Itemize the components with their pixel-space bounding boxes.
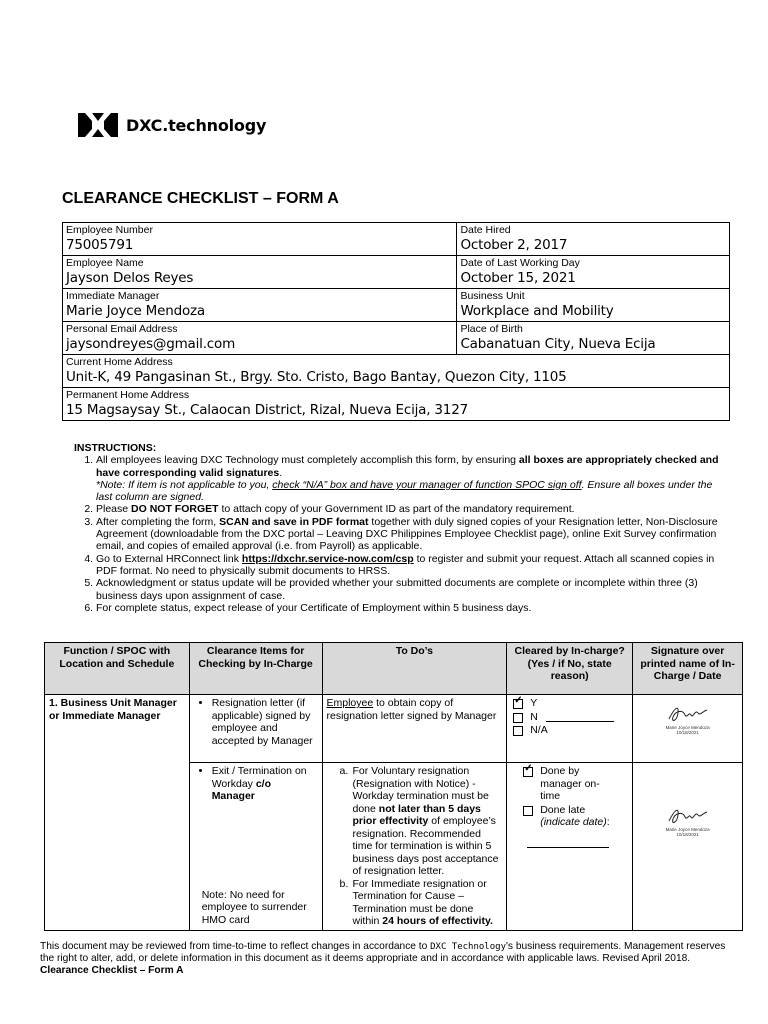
row1-todo-text: to obtain copy of resignation letter signed by Manager [326,697,497,722]
header-cleared: Cleared by In-charge? (Yes / if No, state reason) [507,643,633,695]
row2-todo-a-text: For Voluntary resignation (Resignation with Notice) - Workday termination must be done [352,765,489,815]
header-function: Function / SPOC with Location and Schedule [45,643,190,695]
business-unit-field[interactable] [457,289,730,322]
email-field[interactable] [63,322,457,355]
dxc-logo-icon [78,110,118,140]
instruction-1 [96,454,724,503]
row1-todo-subject: Employee [326,697,374,709]
current-address-label: Current Home Address [66,356,173,368]
row2-checkbox-on-time[interactable] [523,767,533,777]
instruction-1-text: All employees leaving DXC Technology must completely accomplish this form, by ensuring [96,454,519,467]
table-row [45,695,743,763]
header-items: Clearance Items for Checking by In-Charge [189,643,322,695]
hrconnect-link[interactable]: https://dxchr.service-now.com/csp [241,552,414,565]
instruction-3-end: together with duly signed copies of your Resignation letter, Non-Disclosure Agreement (downloadable from the DXC portal – Leaving DXC Philippines Employee Checklist page), online Exit Survey confirmation email, and copies of emailed approval (i.e. from Payroll) as applicable. [96,515,718,553]
row2-option-late-text [540,804,609,829]
row2-cleared-cell [507,763,633,931]
instruction-4-middle: to register and submit your request. Attach all scanned copies in PDF format [96,552,715,577]
instruction-4-text: Go to External HRConnect link [96,552,242,565]
footer-text-end: 's business requirements. Management reserves the right to alter, add, or delete information in this document as it deems appropriate and in accordance with applicable laws. Revised April 2018. [40,941,726,965]
row1-option-n-label: N [530,710,538,723]
employee-info-table [62,222,730,421]
instruction-2-end: to attach copy of your Government ID as part of the mandatory requirement. [218,503,575,516]
date-hired-field[interactable] [457,223,730,256]
instruction-1-end: . [279,466,283,479]
row2-checkbox-late[interactable] [523,806,533,816]
current-address-field[interactable] [63,355,730,388]
form-title: CLEARANCE CHECKLIST – FORM A [62,190,339,207]
last-working-day-label: Date of Last Working Day [460,257,580,269]
clearance-header-row [45,643,743,695]
header-signature: Signature over printed name of In-Charge / Date [633,643,743,695]
instruction-1-note-end: . Ensure all boxes under the last column are signed. [96,478,713,504]
row1-option-na-label: N/A [530,724,548,736]
row2-item-note: Note: No need for employee to surrender HMO card [201,888,307,926]
row1-sign-date: 10/18/2021 [676,730,699,735]
row2-option-late-label: Done late [540,803,586,816]
row2-date-line[interactable] [527,847,609,848]
instruction-4 [96,553,724,578]
row2-option-late[interactable] [511,804,628,829]
business-unit-value: Workplace and Mobility [460,303,614,319]
current-address-value: Unit-K, 49 Pangasinan St., Brgy. Sto. Cristo, Bago Bantay, Quezon City, 1105 [66,369,567,385]
email-label: Personal Email Address [66,323,178,335]
employee-number-value: 75005791 [66,237,134,253]
row2-signer-name: Marie Joyce Mendoza [665,827,710,832]
instruction-3-emphasis: SCAN and save in PDF format [219,515,369,528]
last-working-day-field[interactable] [457,256,730,289]
row2-signature [637,805,738,837]
row1-option-y-label: Y [530,697,538,709]
row1-reason-line[interactable] [546,711,614,722]
row2-todo-b-mark: b. [339,877,349,890]
date-hired-label: Date Hired [460,224,511,236]
row2-item [212,765,318,803]
row2-item-list [194,765,318,803]
row1-signer-name: Marie Joyce Mendoza [665,725,710,730]
row2-todo-b-emphasis: 24 hours of effectivity. [382,915,493,927]
row2-item-co: c/o [255,777,272,790]
clearance-table [44,642,743,931]
dxc-logo [78,110,266,140]
row2-item-text: Exit / Termination on Workday [211,765,307,790]
manager-field[interactable] [63,289,457,322]
email-value: jaysondreyes@gmail.com [66,336,236,352]
row1-option-na[interactable] [511,724,628,737]
employee-name-value: Jayson Delos Reyes [66,270,194,286]
row1-item: • Resignation letter (if applicable) signed by employee and accepted by Manager [212,697,318,747]
permanent-address-field[interactable] [63,388,730,421]
instructions [74,442,724,614]
manager-value: Marie Joyce Mendoza [66,303,205,319]
brand-name: DXC.technology [126,115,267,135]
row2-todo-a [339,765,503,878]
birthplace-value: Cabanatuan City, Nueva Ecija [460,336,656,352]
birthplace-field[interactable] [457,322,730,355]
instruction-2-text: Please [96,503,132,516]
row1-signature-cell [633,695,743,763]
row2-todo-cell [322,763,507,931]
row1-function: 1. Business Unit Manager or Immediate Manager [45,695,190,931]
instruction-2-emphasis: DO NOT FORGET [131,503,219,516]
permanent-address-label: Permanent Home Address [66,389,190,401]
row2-todo-b [339,877,503,928]
instruction-3 [96,516,724,553]
last-working-day-value: October 15, 2021 [460,270,576,286]
row2-item-manager: Manager [211,790,255,802]
instruction-2 [96,503,724,515]
employee-number-label: Employee Number [66,224,153,236]
row1-cleared-cell [507,695,633,763]
row2-indicate-colon: : [606,816,610,828]
row2-todo-a-emphasis: not later than 5 days prior effectivity [352,802,481,827]
instruction-3-text: After completing the form, [96,515,220,528]
row1-todo-cell [322,695,507,763]
instruction-5: 5. Acknowledgment or status update will be provided whether your submitted documents are complete or incomplete within three (3) business days upon assignment of case. [96,577,724,602]
handwritten-signature-icon [665,805,711,827]
row1-checkbox-na[interactable] [513,726,523,736]
employee-name-label: Employee Name [66,257,144,269]
instructions-title: INSTRUCTIONS: [74,442,157,454]
row2-todo-a-end: of employee’s resignation. Recommended time for termination is within 5 business days post acceptance of resignation letter. [352,815,499,877]
row2-todo-list [327,765,503,928]
employee-name-field[interactable] [63,256,457,289]
row2-option-on-time-label: Done by manager on-time [540,765,600,802]
row2-todo-b-text: For Immediate resignation or Termination for Cause – Termination must be done within [352,877,487,927]
footer-text: This document may be reviewed from time-to-time to reflect changes in accordance to [40,941,431,952]
row1-signature [637,703,738,735]
row1-item-cell [189,695,322,763]
row2-indicate-date: (indicate date) [540,816,607,828]
instructions-list [74,454,724,614]
row2-item-cell [189,763,322,931]
instruction-1-note-underline: check “N/A” box and have your manager of function SPOC sign off [272,478,582,491]
handwritten-signature-icon [665,703,711,725]
date-hired-value: October 2, 2017 [460,237,568,253]
page-footer [40,941,730,978]
instruction-1-note: *Note: If item is not applicable to you, [96,478,273,491]
row1-item-list [194,697,318,747]
instruction-6: 6. For complete status, expect release of your Certificate of Employment within 5 business days. [96,602,724,614]
row2-sign-date: 10/18/2021 [676,832,699,837]
row2-signature-cell [633,763,743,931]
footer-form-name: Clearance Checklist – Form A [40,965,184,977]
employee-number-field[interactable] [63,223,457,256]
header-todos: To Do’s [322,643,507,695]
instruction-4-end: . No need to physically submit documents to HRSS. [149,564,391,577]
row1-option-y[interactable] [511,697,628,710]
row2-option-on-time[interactable] [511,765,628,803]
footer-brand: DXC Technology [430,942,506,952]
row1-option-n[interactable] [511,711,628,724]
manager-label: Immediate Manager [66,290,160,302]
permanent-address-value: 15 Magsaysay St., Calaocan District, Rizal, Nueva Ecija, 3127 [66,402,468,418]
row1-checkbox-n[interactable] [513,713,523,723]
birthplace-label: Place of Birth [460,323,523,335]
row2-todo-a-mark: a. [339,765,349,777]
instruction-1-emphasis: all boxes are appropriately checked and have corresponding valid signatures [96,454,719,479]
business-unit-label: Business Unit [460,290,525,302]
row1-checkbox-y[interactable] [513,699,523,709]
